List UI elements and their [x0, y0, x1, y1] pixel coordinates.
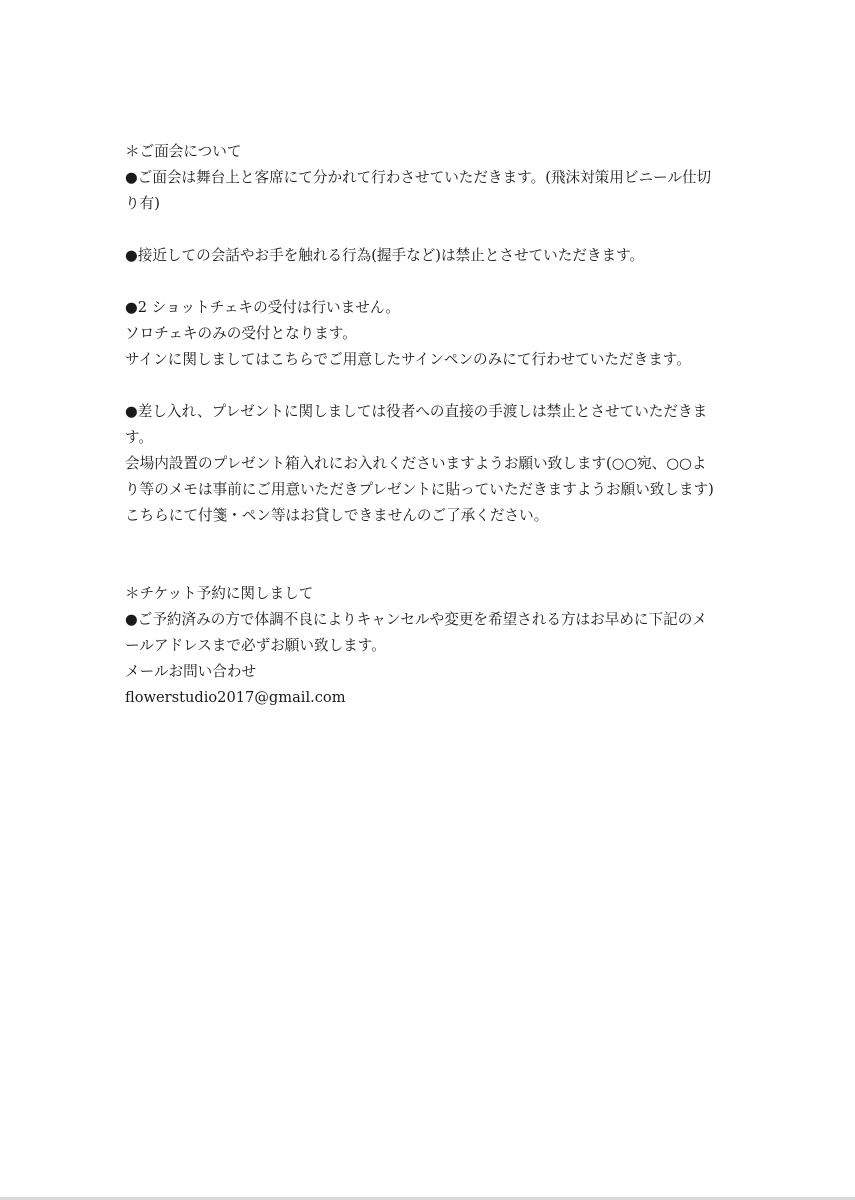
meeting-item-4-line-4: り等のメモは事前にご用意いただきプレゼントに貼っていただきますようお願い致します) — [125, 481, 714, 498]
meeting-item-1-line-2: り有) — [125, 195, 160, 212]
spacer — [125, 373, 750, 399]
spacer — [125, 217, 750, 243]
ticket-item-1-line-2: ールアドレスまで必ずお願い致します。 — [125, 637, 386, 654]
contact-email: flowerstudio2017@gmail.com — [125, 689, 346, 706]
contact-label: メールお問い合わせ — [125, 663, 257, 680]
meeting-item-3-line-1: ●2 ショットチェキの受付は行いません。 — [125, 299, 400, 316]
spacer — [125, 269, 750, 295]
meeting-item-4-line-5: こちらにて付箋・ペン等はお貸しできませんのご了承ください。 — [125, 507, 549, 524]
meeting-heading: ＊ご面会について — [125, 143, 242, 160]
ticket-item-1-line-1: ●ご予約済みの方で体調不良によりキャンセルや変更を希望される方はお早めに下記のメ — [125, 611, 707, 628]
document-page — [125, 139, 750, 711]
meeting-item-4-line-3: 会場内設置のプレゼント箱入れにお入れくださいますようお願い致します(○○宛、○○よ — [125, 455, 707, 472]
ticket-heading: ＊チケット予約に関しまして — [125, 585, 314, 602]
meeting-item-4-line-2: す。 — [125, 429, 154, 446]
meeting-item-3-line-3: サインに関しましてはこちらでご用意したサインペンのみにて行わせていただきます。 — [125, 351, 691, 368]
meeting-item-4-line-1: ●差し入れ、プレゼントに関しましては役者への直接の手渡しは禁止とさせていただきま — [125, 403, 708, 420]
meeting-item-1-line-1: ●ご面会は舞台上と客席にて分かれて行わさせていただきます。(飛沫対策用ビニール仕切 — [125, 169, 712, 186]
meeting-item-2: ●接近しての会話やお手を触れる行為(握手など)は禁止とさせていただきます。 — [125, 247, 645, 264]
spacer — [125, 529, 750, 581]
meeting-item-3-line-2: ソロチェキのみの受付となります。 — [125, 325, 357, 342]
